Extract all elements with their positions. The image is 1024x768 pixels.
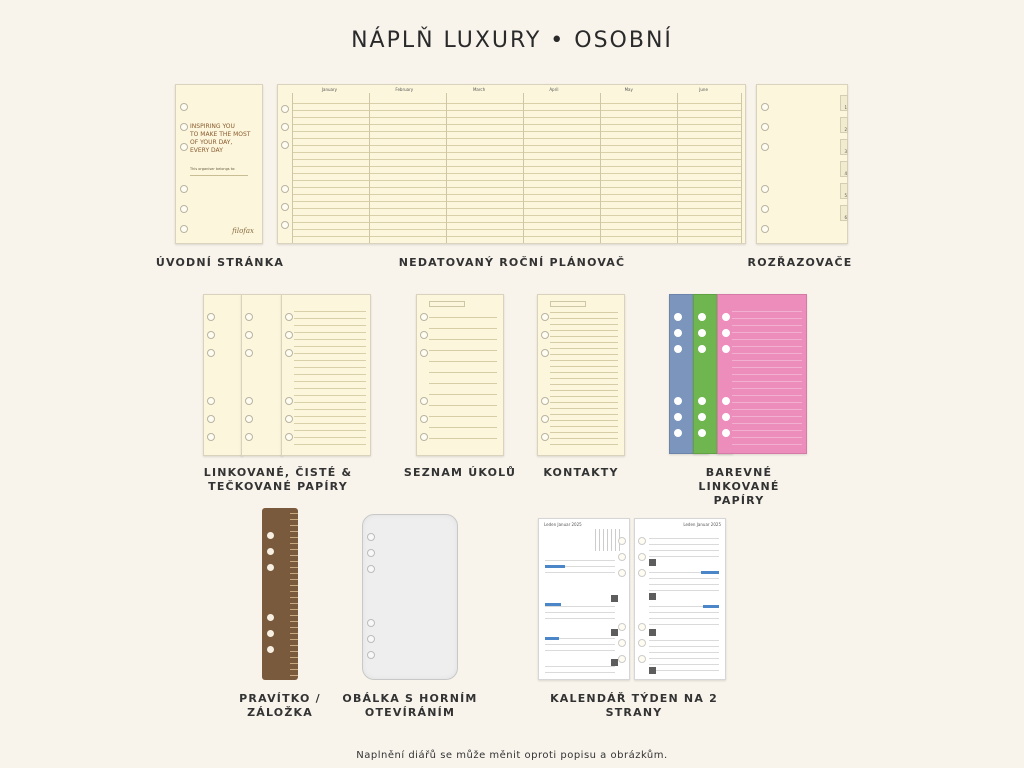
divider-tab-label: 4 xyxy=(844,171,847,176)
caption-envelope: OBÁLKA S HORNÍM OTEVÍRÁNÍM xyxy=(342,692,478,719)
planner-month: March xyxy=(472,87,486,92)
divider-tab-labels xyxy=(844,97,847,229)
dividers-sheet xyxy=(756,84,848,244)
planner-month: February xyxy=(395,87,414,92)
divider-tab-label: 1 xyxy=(844,105,847,110)
weekly-calendar-right-page xyxy=(634,518,726,680)
caption-colored-papers: BAREVNÉ LINKOVANÉ PAPÍRY xyxy=(698,466,780,507)
caption-ruled-papers: LINKOVANÉ, ČISTÉ & TEČKOVANÉ PAPÍRY xyxy=(203,466,353,493)
ruler-bookmark xyxy=(262,508,298,680)
weekly-calendar-left-page xyxy=(538,518,630,680)
divider-tab-label: 2 xyxy=(844,127,847,132)
planner-month-header xyxy=(292,87,741,92)
planner-month: April xyxy=(549,87,559,92)
planner-month: May xyxy=(624,87,633,92)
caption-year-planner: NEDATOVANÝ ROČNÍ PLÁNOVAČ xyxy=(398,256,626,269)
intro-text: INSPIRING YOU TO MAKE THE MOST OF YOUR DAY, EVERY DAY xyxy=(190,123,251,154)
calendar-left-header: Leden Januar 2025 xyxy=(544,522,582,527)
caption-intro-page: ÚVODNÍ STRÁNKA xyxy=(155,256,285,269)
page-title: NÁPLŇ LUXURY • OSOBNÍ xyxy=(351,28,673,53)
divider-tab-label: 3 xyxy=(844,149,847,154)
caption-ruler: PRAVÍTKO / ZÁLOŽKA xyxy=(239,692,321,719)
top-opening-envelope xyxy=(362,514,458,680)
ruled-plain-dotted-papers xyxy=(203,294,371,456)
planner-month: June xyxy=(699,87,708,92)
divider-tab-label: 6 xyxy=(844,215,847,220)
colored-ruled-papers xyxy=(669,294,807,454)
footnote: Naplnění diářů se může měnit oproti popisu a obrázkům. xyxy=(356,750,668,761)
caption-todo-list: SEZNAM ÚKOLŮ xyxy=(403,466,517,479)
year-planner-sheet xyxy=(277,84,746,244)
planner-month: January xyxy=(321,87,337,92)
todo-list-sheet xyxy=(416,294,504,456)
caption-contacts: KONTAKTY xyxy=(543,466,619,479)
calendar-right-header: Leden Januar 2025 xyxy=(683,522,721,527)
intro-signature-line: This organiser belongs to: xyxy=(190,167,236,171)
filofax-logo: filofax xyxy=(232,227,254,235)
divider-tab-label: 5 xyxy=(844,193,847,198)
caption-dividers: ROZŘAZOVAČE xyxy=(747,256,853,269)
intro-page-sheet xyxy=(175,84,263,244)
contacts-sheet xyxy=(537,294,625,456)
caption-weekly-calendar: KALENDÁŘ TÝDEN NA 2 STRANY xyxy=(550,692,718,719)
